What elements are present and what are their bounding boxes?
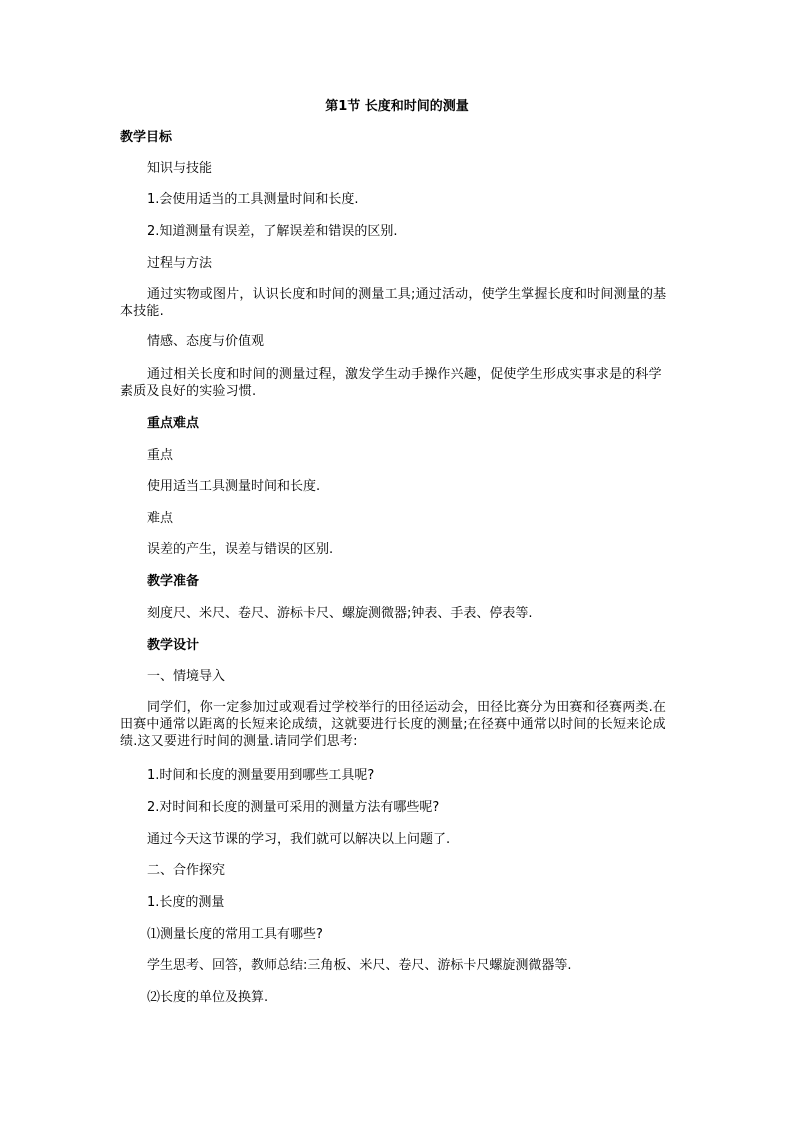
section1-conclusion: 通过今天这节课的学习，我们就可以解决以上问题了. (147, 832, 451, 847)
process-paragraph: 通过实物或图片，认识长度和时间的测量工具;通过活动，使学生掌握长度和时间测量的基本技能. (120, 287, 667, 319)
section2-heading: 二、合作探究 (147, 863, 226, 878)
section1-paragraph: 同学们，你一定参加过或观看过学校举行的田径运动会，田径比赛分为田赛和径赛两类.在田赛中通常以距离的长短来论成绩，这就要进行长度的测量;在径赛中通常以时间的长短来论成绩.这又要进行时间的测量.请同学们思考: (120, 700, 667, 749)
design-heading: 教学设计 (147, 638, 200, 653)
knowledge-item-2: 2.知道测量有误差，了解误差和错误的区别. (147, 224, 398, 239)
difficulty-text: 误差的产生，误差与错误的区别. (147, 542, 334, 557)
knowledge-item-1: 1.会使用适当的工具测量时间和长度. (147, 192, 359, 207)
prep-text: 刻度尺、米尺、卷尺、游标卡尺、螺旋测微器;钟表、手表、停表等. (147, 606, 533, 621)
objectives-heading: 教学目标 (120, 130, 173, 145)
key-points-heading: 重点难点 (147, 416, 200, 431)
key-text: 使用适当工具测量时间和长度. (147, 479, 321, 494)
emotion-heading: 情感、态度与价值观 (147, 334, 265, 349)
question-1: ⑴测量长度的常用工具有哪些? (147, 927, 323, 942)
key-label: 重点 (147, 448, 174, 463)
section1-question-2: 2.对时间和长度的测量可采用的测量方法有哪些呢? (147, 800, 440, 815)
question-1-answer: 学生思考、回答，教师总结:三角板、米尺、卷尺、游标卡尺螺旋测微器等. (147, 958, 572, 973)
process-heading: 过程与方法 (147, 256, 213, 271)
emotion-paragraph: 通过相关长度和时间的测量过程，激发学生动手操作兴趣，促使学生形成实事求是的科学素质及良好的实验习惯. (120, 367, 662, 399)
prep-heading: 教学准备 (147, 574, 200, 589)
section1-question-1: 1.时间和长度的测量要用到哪些工具呢? (147, 768, 375, 783)
difficulty-label: 难点 (147, 511, 174, 526)
document-title: 第1节 长度和时间的测量 (325, 99, 469, 114)
knowledge-heading: 知识与技能 (147, 161, 213, 176)
section2-subheading-length: 1.长度的测量 (147, 895, 225, 910)
question-2: ⑵长度的单位及换算. (147, 990, 269, 1005)
section1-heading: 一、情境导入 (147, 669, 226, 684)
